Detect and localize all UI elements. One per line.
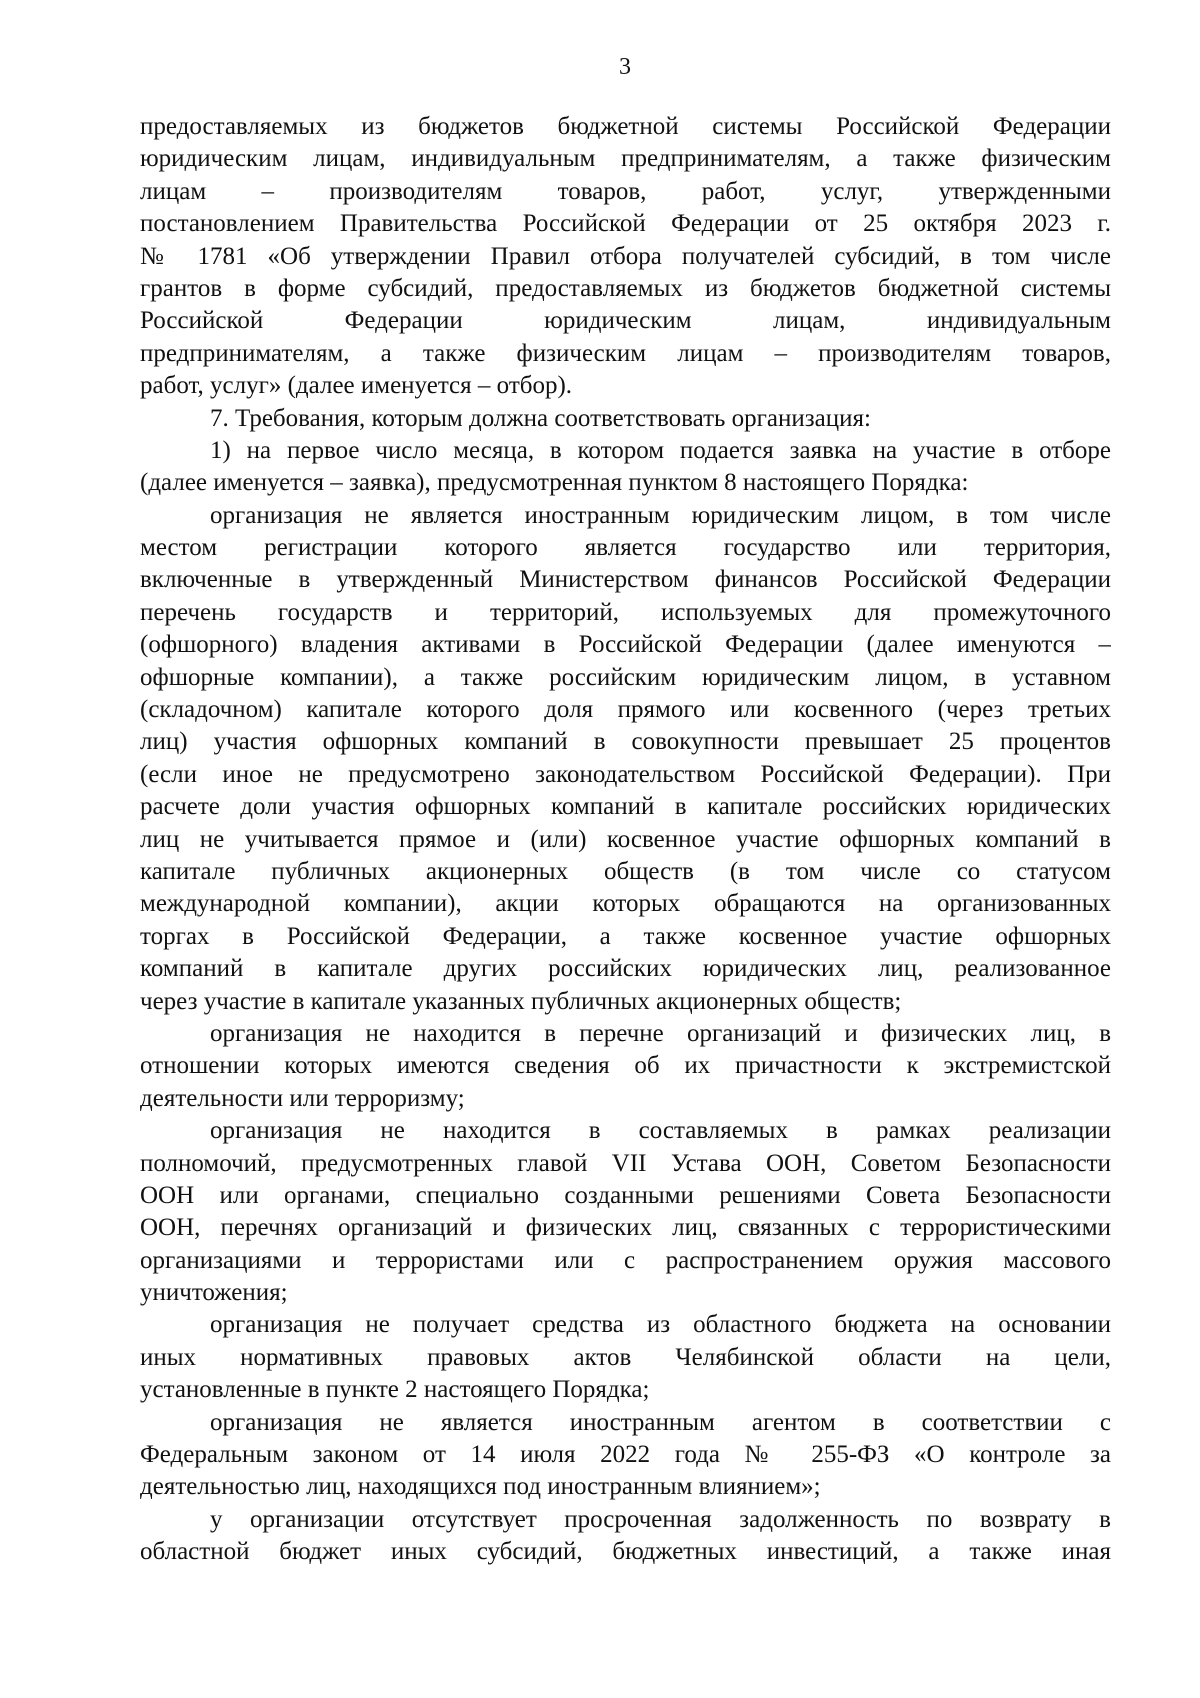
paragraph xyxy=(140,1504,1111,1569)
text-line: через участие в капитале указанных публичных акционерных обществ; xyxy=(140,987,902,1015)
text-line: предоставляемых из бюджетов бюджетной системы Российской Федерации xyxy=(140,113,1111,140)
text-line: расчете доли участия офшорных компаний в капитале российских юридических xyxy=(140,793,1111,821)
text-line: лицам – производителям товаров, работ, услуг, утвержденными xyxy=(140,177,1111,205)
text-line: ООН или органами, специально созданными решениями Совета Безопасности xyxy=(140,1181,1111,1209)
paragraph xyxy=(140,1115,1111,1309)
text-line: № 1781 «Об утверждении Правил отбора получателей субсидий, в том числе xyxy=(140,242,1111,270)
text-line: лиц) участия офшорных компаний в совокупности превышает 25 процентов xyxy=(140,728,1111,756)
text-line: международной компании), акции которых обращаются на организованных xyxy=(140,890,1111,918)
text-line: областной бюджет иных субсидий, бюджетных инвестиций, а также иная xyxy=(140,1538,1111,1566)
text-line: предпринимателям, а также физическим лицам – производителям товаров, xyxy=(140,339,1111,367)
text-line: включенные в утвержденный Министерством финансов Российской Федерации xyxy=(140,566,1111,594)
text-line: организация не является иностранным юридическим лицом, в том числе xyxy=(210,501,1111,529)
paragraph xyxy=(140,1407,1111,1504)
text-line: отношении которых имеются сведения об их причастности к экстремистской xyxy=(140,1052,1111,1080)
text-line: (офшорного) владения активами в Российской Федерации (далее именуются – xyxy=(140,631,1111,659)
text-line: местом регистрации которого является государство или территория, xyxy=(140,534,1111,562)
text-line: организация не является иностранным агентом в соответствии с xyxy=(210,1408,1111,1436)
paragraph xyxy=(140,500,1111,1018)
text-line: (если иное не предусмотрено законодательством Российской Федерации). При xyxy=(140,760,1111,788)
text-line: установленные в пункте 2 настоящего Порядка; xyxy=(140,1376,650,1404)
text-line: капитале публичных акционерных обществ (в том числе со статусом xyxy=(140,857,1111,885)
text-line: иных нормативных правовых актов Челябинской области на цели, xyxy=(140,1343,1111,1371)
text-line: деятельности или терроризму; xyxy=(140,1084,465,1112)
text-line: (складочном) капитале которого доля прямого или косвенного (через третьих xyxy=(140,696,1111,724)
paragraph xyxy=(140,1018,1111,1115)
paragraph xyxy=(140,1309,1111,1406)
text-line: компаний в капитале других российских юридических лиц, реализованное xyxy=(140,955,1111,983)
page-number: 3 xyxy=(619,54,631,80)
text-line: деятельностью лиц, находящихся под иностранным влиянием»; xyxy=(140,1473,821,1501)
paragraph xyxy=(140,403,1111,435)
text-line: организациями и террористами или с распространением оружия массового xyxy=(140,1246,1111,1274)
text-line: полномочий, предусмотренных главой VII Устава ООН, Советом Безопасности xyxy=(140,1149,1111,1177)
text-line: работ, услуг» (далее именуется – отбор). xyxy=(140,372,573,400)
text-line: юридическим лицам, индивидуальным предпринимателям, а также физическим xyxy=(140,145,1111,173)
text-line: Российской Федерации юридическим лицам, индивидуальным xyxy=(140,307,1111,335)
text-line: у организации отсутствует просроченная задолженность по возврату в xyxy=(210,1505,1111,1533)
paragraph xyxy=(140,435,1111,500)
text-line: уничтожения; xyxy=(140,1279,288,1307)
text-line: организация не получает средства из областного бюджета на основании xyxy=(210,1311,1111,1339)
text-line: ООН, перечнях организаций и физических лиц, связанных с террористическими xyxy=(140,1214,1111,1242)
text-line: офшорные компании), а также российским юридическим лицом, в уставном xyxy=(140,663,1111,691)
paragraph xyxy=(140,111,1111,403)
text-line: организация не находится в составляемых в рамках реализации xyxy=(210,1117,1111,1145)
text-line: постановлением Правительства Российской Федерации от 25 октября 2023 г. xyxy=(140,210,1111,238)
text-line: лиц не учитывается прямое и (или) косвенное участие офшорных компаний в xyxy=(140,825,1111,853)
text-line: организация не находится в перечне организаций и физических лиц, в xyxy=(210,1019,1111,1047)
text-line: (далее именуется – заявка), предусмотренная пунктом 8 настоящего Порядка: xyxy=(140,469,969,497)
document-body xyxy=(140,111,1111,1569)
text-line: 1) на первое число месяца, в котором подается заявка на участие в отборе xyxy=(210,436,1111,464)
text-line: торгах в Российской Федерации, а также косвенное участие офшорных xyxy=(140,922,1111,950)
text-line: грантов в форме субсидий, предоставляемых из бюджетов бюджетной системы xyxy=(140,274,1111,302)
text-line: перечень государств и территорий, используемых для промежуточного xyxy=(140,598,1111,626)
text-line: 7. Требования, которым должна соответствовать организация: xyxy=(210,404,871,432)
text-line: Федеральным законом от 14 июля 2022 года № 255-ФЗ «О контроле за xyxy=(140,1441,1111,1469)
